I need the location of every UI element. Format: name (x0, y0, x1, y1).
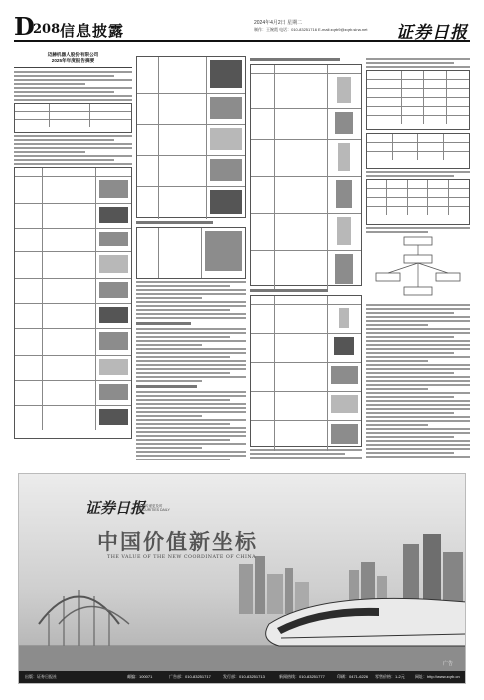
product-photo (99, 232, 128, 246)
publisher-footer (19, 671, 465, 683)
financial-table-2 (366, 133, 470, 169)
masthead-logo: 证券日报 (396, 23, 468, 43)
page-header (14, 12, 470, 43)
footer-news-phone: 新闻热线：010-83251777 (279, 674, 325, 679)
issue-date: 2024年4月2日 星期二 (254, 20, 303, 26)
equipment-photo (210, 190, 242, 214)
notice-column-1 (14, 44, 132, 460)
building-table (136, 227, 246, 279)
notice-column-4 (366, 44, 470, 460)
product-photo (99, 359, 128, 375)
equipment-photo (210, 60, 242, 88)
footer-ad-phone: 广告部：010-83251717 (169, 674, 211, 679)
product-photo (99, 180, 128, 198)
component-photo (331, 366, 358, 384)
component-photo (334, 337, 354, 355)
equipment-photo (210, 159, 242, 181)
ad-tagline: THE VALUE OF THE NEW COORDINATE OF CHINA (107, 555, 257, 560)
page-number: 208 (33, 22, 61, 37)
product-photo (99, 282, 128, 298)
footer-postcode: 邮编：100071 (127, 674, 153, 679)
ad-brand-subtitle: 信息传递更及时 SECURITIES DAILY (138, 504, 170, 512)
page-letter: D (14, 12, 35, 41)
editor-contact: 制作：王婉霞 电话：010-83251716 E-mail:zqrb9@zqrb.sina.net (254, 27, 368, 32)
financial-table-1 (366, 70, 470, 130)
product-photo (99, 207, 128, 223)
product-photo (99, 307, 128, 323)
charger-photo (337, 77, 351, 103)
charger-photo (335, 112, 353, 134)
ad-headline: 中国价值新坐标 (97, 530, 258, 554)
notice-column-3 (250, 44, 362, 460)
component-photo (331, 424, 358, 444)
component-photo (331, 395, 358, 413)
component-table (250, 295, 362, 447)
building-photo (205, 231, 242, 271)
brand-advertisement (18, 473, 466, 684)
footer-printing: 印刷：0471-6226 (337, 674, 369, 679)
charger-photo (338, 143, 350, 171)
footer-distribution-phone: 发行部：010-83251713 (223, 674, 265, 679)
product-photo (99, 332, 128, 350)
report-title: 2025年年度报告摘要 (51, 58, 95, 63)
section-title: 信息披露 (60, 22, 125, 40)
notice-column-2 (136, 44, 246, 460)
equipment-table (136, 56, 246, 218)
notice-heading (14, 52, 132, 64)
product-table (14, 167, 132, 439)
company-name: 迈赫机器人股份有限公司 (47, 52, 99, 57)
product-photo (99, 255, 128, 273)
ad-label: 广告 (442, 661, 453, 667)
footer-price: 零售价格：1-2元 (375, 674, 405, 679)
equipment-photo (210, 128, 242, 150)
ad-brand-logo: 证券日报 (85, 499, 146, 517)
product-photo (99, 384, 128, 400)
product-photo (99, 409, 128, 425)
footer-publisher: 出版：证券日报社 (25, 674, 57, 679)
equipment-photo (210, 97, 242, 119)
footer-website: 网址：http://www.zqrb.cn (415, 674, 460, 679)
component-photo (339, 308, 349, 328)
ownership-structure-diagram (366, 235, 470, 297)
charger-table (250, 64, 362, 286)
charger-photo (336, 180, 352, 208)
summary-table (14, 103, 132, 133)
disclosure-notice (14, 44, 470, 460)
charger-photo (337, 217, 351, 245)
charger-photo (335, 254, 353, 284)
shareholder-table (366, 179, 470, 225)
